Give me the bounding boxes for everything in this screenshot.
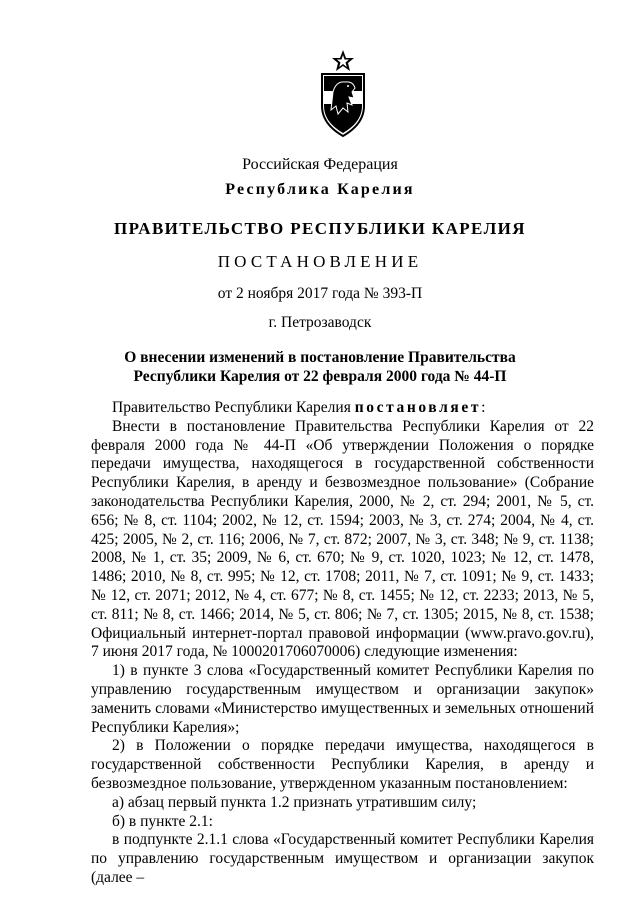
coat-of-arms-emblem xyxy=(318,48,368,138)
body-paragraph: а) абзац первый пункта 1.2 признать утратившим силу; xyxy=(112,793,477,811)
intro-resolves: постановляет xyxy=(354,399,482,416)
government-title: ПРАВИТЕЛЬСТВО РЕСПУБЛИКИ КАРЕЛИЯ xyxy=(114,219,526,238)
document-title xyxy=(0,348,640,386)
body-paragraph: б) в пункте 2.1: xyxy=(112,812,213,830)
document-date-number: от 2 ноября 2017 года № 393-П xyxy=(217,285,423,302)
body-paragraph: 2) в Положении о порядке передачи имущества, находящегося в государственной собственности Республики Карелия, в аренду и безвозмездное пользование, утвержденном указанным постановлением: xyxy=(91,737,594,792)
document-city: г. Петрозаводск xyxy=(268,314,372,331)
intro-prefix: Правительство Республики Карелия xyxy=(112,399,355,416)
body-paragraph: в подпункте 2.1.1 слова «Государственный комитет Республики Карелия по управлению государственным имуществом и организации закупок (далее – xyxy=(91,831,594,886)
document-title-line-1: О внесении изменений в постановление Правительства xyxy=(124,349,516,366)
document-title-line-2: Республики Карелия от 22 февраля 2000 года № 44-П xyxy=(133,368,507,385)
document-type: ПОСТАНОВЛЕНИЕ xyxy=(217,252,423,271)
document-body xyxy=(91,399,594,888)
body-paragraph: 1) в пункте 3 слова «Государственный комитет Республики Карелия по управлению государственным имуществом и организации закупок» заменить словами «Министерство имущественных и земельных отношений Республики Карелия»; xyxy=(91,662,594,736)
intro-paragraph xyxy=(91,399,594,418)
intro-suffix: : xyxy=(481,399,486,416)
country-name: Российская Федерация xyxy=(242,156,398,173)
republic-name: Республика Карелия xyxy=(225,181,415,198)
body-paragraph: Внести в постановление Правительства Республики Карелия от 22 февраля 2000 года № 44-П «Об утверждении Положения о порядке передачи имущества, находящегося в государственной собственности Республики Карелия, в аренду и безвозмездное пользование» (Собрание законодательства Республики Карелия, 2000, № 2, ст. 294; 2001, № 5, ст. 656; № 8, ст. 1104; 2002, № 12, ст. 1594; 2003, № 3, ст. 274; 2004, № 4, ст. 425; 2005, № 2, ст. 116; 2006, № 7, ст. 872; 2007, № 3, ст. 348; № 9, ст. 1138; 2008, № 1, ст. 35; 2009, № 6, ст. 670; № 9, ст. 1020, 1023; № 12, ст. 1478, 1486; 2010, № 8, ст. 995; № 12, ст. 1708; 2011, № 7, ст. 1091; № 9, ст. 1433; № 12, ст. 2071; 2012, № 4, ст. 677; № 8, ст. 1455; № 12, ст. 2233; 2013, № 5, ст. 811; № 8, ст. 1466; 2014, № 5, ст. 806; № 7, ст. 1305; 2015, № 8, ст. 1538; Официальный интернет-портал правовой информации (www.pravo.gov.ru), 7 июня 2017 года, № 1000201706070006) следующие изменения: xyxy=(91,417,594,661)
